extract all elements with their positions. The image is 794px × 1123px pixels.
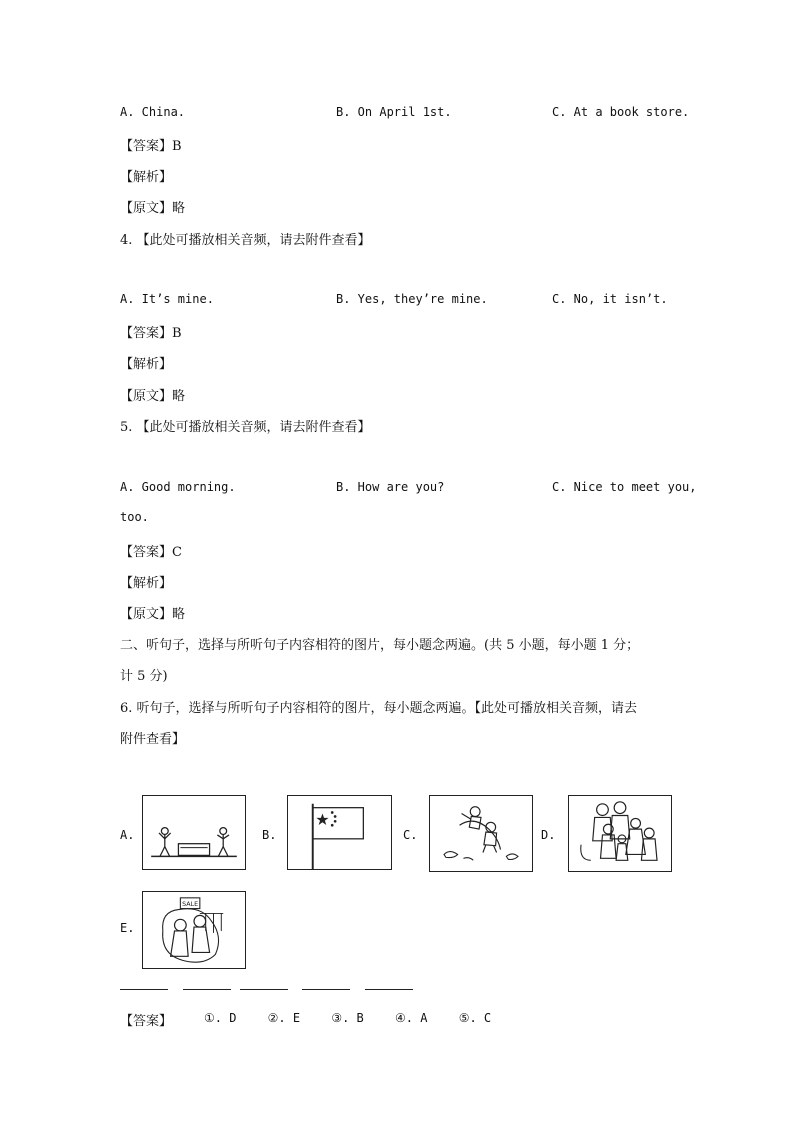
q4-title: 4. 【此处可播放相关音频，请去附件查看】 — [120, 233, 371, 248]
q6-answer-list — [204, 1011, 515, 1025]
q4-option-a: A. It’s mine. — [120, 292, 214, 306]
q4-option-b: B. Yes, they’re mine. — [336, 292, 488, 306]
family-group-icon — [568, 795, 672, 872]
q5-option-b: B. How are you? — [336, 480, 445, 494]
q6-answer-2: ②. E — [267, 1011, 301, 1025]
answer-blank-3[interactable] — [240, 989, 288, 990]
q5-answer: 【答案】C — [120, 545, 182, 560]
children-climbing-icon — [429, 795, 533, 872]
q6-line2: 附件查看】 — [120, 732, 186, 747]
q3-answer: 【答案】B — [120, 139, 182, 154]
q3-option-a: A. China. — [120, 105, 186, 119]
q6-answer-4: ④. A — [395, 1011, 428, 1025]
q4-option-c: C. No, it isn’t. — [552, 292, 668, 306]
picture-d-label: D. — [541, 828, 556, 842]
q3-option-b: B. On April 1st. — [336, 105, 452, 119]
answer-blank-1[interactable] — [120, 989, 168, 990]
q6-answer-label: 【答案】 — [120, 1014, 173, 1029]
answer-blank-5[interactable] — [365, 989, 413, 990]
q6-answer-1: ①. D — [204, 1011, 237, 1025]
section2-heading-line2: 计 5 分) — [120, 669, 168, 684]
picture-c-label: C. — [403, 828, 418, 842]
section2-heading-line1: 二、听句子，选择与所听句子内容相符的图片，每小题念两遍。(共 5 小题，每小题 1 分； — [120, 638, 640, 653]
q5-option-a: A. Good morning. — [120, 480, 236, 494]
q5-option-c-continued: too. — [120, 510, 149, 524]
q5-option-c: C. Nice to meet you, — [552, 480, 697, 494]
q4-original: 【原文】略 — [120, 389, 186, 404]
q6-line1: 6. 听句子，选择与所听句子内容相符的图片，每小题念两遍。【此处可播放相关音频，请去 — [120, 701, 638, 716]
picture-e-label: E. — [120, 921, 135, 935]
q4-analysis: 【解析】 — [120, 357, 173, 372]
shopping-sale-icon — [142, 891, 246, 969]
sale-sign-text: SALE — [182, 901, 199, 909]
q5-original: 【原文】略 — [120, 607, 186, 622]
answer-blank-4[interactable] — [302, 989, 350, 990]
q3-option-c: C. At a book store. — [552, 105, 690, 119]
q6-answer-5: ⑤. C — [458, 1011, 492, 1025]
q3-analysis: 【解析】 — [120, 170, 173, 185]
picture-a-label: A. — [120, 828, 135, 842]
two-figures-with-table-icon — [142, 795, 246, 870]
q3-original: 【原文】略 — [120, 201, 186, 216]
answer-blank-2[interactable] — [183, 989, 231, 990]
chinese-flag-icon — [287, 795, 392, 870]
q6-answer-3: ③. B — [331, 1011, 364, 1025]
picture-b-label: B. — [262, 828, 277, 842]
q4-answer: 【答案】B — [120, 326, 182, 341]
q5-title: 5. 【此处可播放相关音频，请去附件查看】 — [120, 420, 371, 435]
q5-analysis: 【解析】 — [120, 576, 173, 591]
